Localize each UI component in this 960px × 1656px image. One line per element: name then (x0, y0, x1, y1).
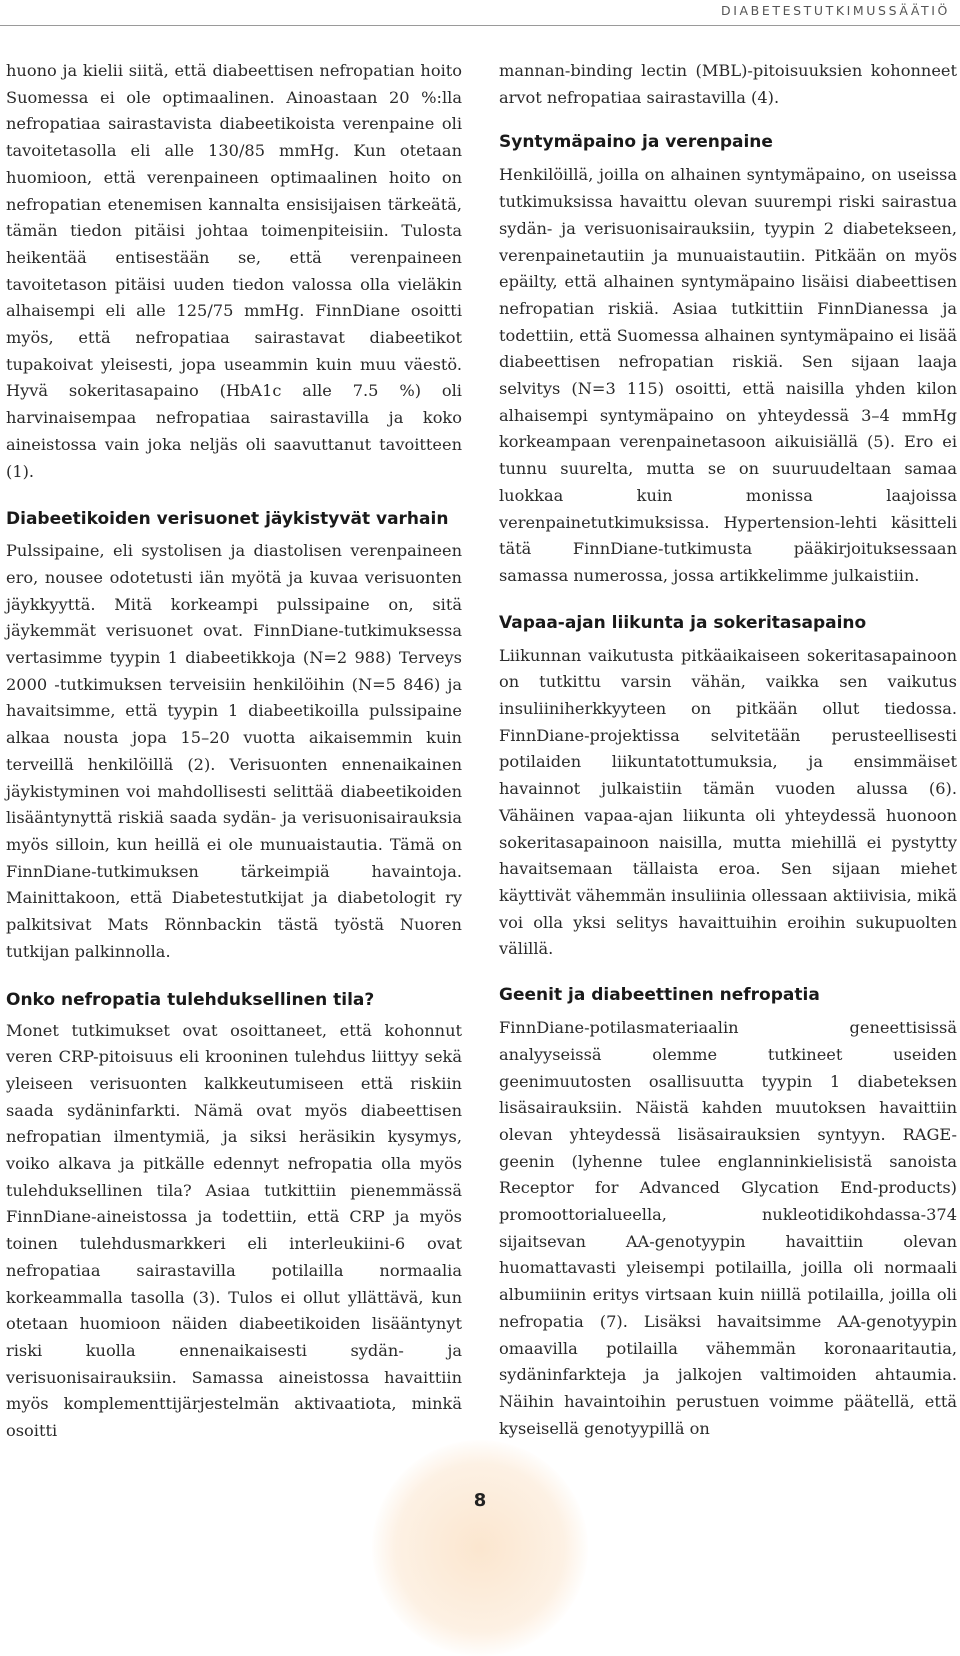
heading-liikunta: Vapaa-ajan liikunta ja sokeritasapaino (499, 612, 867, 633)
heading-tulehdus: Onko nefropatia tulehduksellinen tila? (6, 989, 375, 1010)
paragraph-verisuonet: Pulssipaine, eli systolisen ja diastolisen verenpaineen ero, nousee odotetusti iän myötä ja kuvaa verisuonten jäykkyyttä. Mitä korkeampi pulssipaine on, sitä jäykemmät verisuonet ovat. FinnDiane-tutkimuksessa vertasimme tyypin 1 diabeetikkoja (N=2 988) Terveys 2000 -tutkimuksen terveisiin henkilöihin (N=5 846) ja havaitsimme, että tyypin 1 diabeetikoilla pulssipaine alkaa nousta jopa 15–20 vuotta aikaisemmin kuin terveillä henkilöillä (2). Verisuonten ennenaikainen jäykistyminen voi mahdollisesti selittää diabeetikoiden lisääntynyttä riskiä saada sydän- ja verisuonisairauksia myös silloin, kun heillä ei ole munuaistautia. Tämä on FinnDiane-tutkimuksen tärkeimpiä havaintoja. Mainittakoon, että Diabetestutkijat ja diabetologit ry palkitsivat Mats Rönnbackin tästä työstä Nuoren tutkijan palkinnolla. (6, 541, 462, 961)
paragraph-syntymapaino: Henkilöillä, joilla on alhainen syntymäpaino, on useissa tutkimuksissa havaittu olevan suurempi riski sairastua sydän- ja verisuonisairauksiin, tyypin 2 diabetekseen, verenpainetautiin ja munuaistautiin. Pitkään on myös epäilty, että alhainen syntymäpaino lisäisi diabeettisen nefropatian riskiä. Asiaa tutkittiin FinnDianessa ja todettiin, että Suomessa alhainen syntymäpaino ei lisää diabeettisen nefropatian riskiä. Sen sijaan laaja selvitys (N=3 115) osoitti, että naisilla yhden kilon alhaisempi syntymäpaino on yhteydessä 3–4 mmHg korkeampaan verenpainetasoon aikuisiällä (5). Ero ei tunnu suurelta, mutta se on suuruudeltaan samaa luokkaa kuin monissa laajoissa verenpainetutkimuksissa. Hypertension-lehti käsitteli tätä FinnDiane-tutkimusta pääkirjoituksessaan samassa numerossa, jossa artikkelimme julkaistiin. (499, 165, 957, 585)
header-divider (0, 25, 960, 26)
running-header: DIABETESTUTKIMUSSÄÄTIÖ (721, 3, 950, 18)
paragraph-tulehdus: Monet tutkimukset ovat osoittaneet, että kohonnut veren CRP-pitoisuus eli krooninen tulehdus liittyy sekä yleiseen verisuonten kalkkeutumiseen että riskiin saada sydäninfarkti. Nämä ovat myös diabeettisen nefropatian ilmentymiä, ja siksi heräsikin kysymys, voiko alkava ja pitkälle edennyt nefropatia olla myös tulehduksellinen tila? Asiaa tutkittiin pienemmässä FinnDiane-aineistossa ja todettiin, että CRP ja myös toinen tulehdusmarkkeri eli interleukiini-6 ovat nefropatiaa sairastavilla potilailla normaalia korkeammalla tasolla (3). Tulos ei ollut yllättävä, kun otetaan huomioon näiden diabeetikoiden lisääntynyt riski kuolla ennenaikaisesti sydän- ja verisuonisairauksiin. Samassa aineistossa havaittiin myös komplementtijärjestelmän aktivaatiota, minkä osoitti (6, 1020, 462, 1441)
heading-verisuonet: Diabeetikoiden verisuonet jäykistyvät varhain (6, 509, 449, 530)
paragraph-liikunta: Liikunnan vaikutusta pitkäaikaiseen sokeritasapainoon on tutkittu varsin vähän, vaikka sen vaikutus insuliiniherkkyyteen on pitkään ollut tiedossa. FinnDiane-projektissa selvitetään perusteellisesti potilaiden liikuntatottumuksia, ja ensimmäiset havainnot julkaistiin tämän vuoden alussa (6). Vähäinen vapaa-ajan liikunta oli yhteydessä huonoon sokeritasapainoon naisilla, mutta miehillä ei pystytty havaitsemaan tällaista eroa. Sen sijaan miehet käyttivät vähemmän insuliinia ollessaan aktiivisia, mikä voi olla yksi selitys havaittuihin eroihin sukupuolten välillä. (499, 645, 957, 959)
page-number: 8 (473, 1490, 487, 1511)
heading-geenit: Geenit ja diabeettinen nefropatia (499, 985, 820, 1006)
right-intro-paragraph: mannan-binding lectin (MBL)-pitoisuuksien kohonneet arvot nefropatiaa sairastavilla (4). (499, 61, 957, 107)
heading-syntymapaino: Syntymäpaino ja verenpaine (499, 132, 773, 153)
left-intro-paragraph: huono ja kielii siitä, että diabeettisen nefropatian hoito Suomessa ei ole optimaalinen. Ainoastaan 20 %:lla nefropatiaa sairastavista diabeetikoista verenpaine oli tavoitetasolla eli alle 130/85 mmHg. Kun otetaan huomioon, että verenpaineen optimaalinen hoito on nefropatian etenemisen kannalta ensisijaisen tärkeätä, tämän tiedon pitäisi johtaa toimenpiteisiin. Tulosta heikentää entisestään se, että verenpaineen tavoitetason pitäisi uuden tiedon valossa olla vieläkin alhaisempi eli alle 125/75 mmHg. FinnDiane osoitti myös, että nefropatiaa sairastavat diabeetikot tupakoivat yleisesti, jopa useammin kuin muu väestö. Hyvä sokeritasapaino (HbA1c alle 7.5 %) oli harvinaisempaa nefropatiaa sairastavilla ja koko aineistossa vain joka neljäs oli saavuttanut tavoitteen (1). (6, 61, 462, 481)
left-column (6, 58, 462, 1445)
page-number-circle (372, 1440, 588, 1656)
paragraph-geenit: FinnDiane-potilasmateriaalin geneettisissä analyyseissä olemme tutkineet useiden geenimuutosten osallisuutta tyypin 1 diabeteksen lisäsairauksiin. Näistä kahden muutoksen havaittiin olevan yhteydessä lisäsairauksien syntyyn. RAGE-geenin (lyhenne tulee englanninkielisistä sanoista Receptor for Advanced Glycation End-products) promoottorialueella, nukleotidikohdassa-374 sijaitsevan AA-genotyypin havaittiin olevan huomattavasti yleisempi potilailla, joilla oli normaali albumiinin eritys virtsaan kuin niillä potilailla, joilla oli nefropatia (7). Lisäksi havaitsimme AA-genotyypin omaavilla potilailla vähemmän koronaaritautia, sydäninfarkteja ja jalkojen valtimoiden ahtaumia. Näihin havaintoihin perustuen voimme päätellä, että kyseisellä genotyypillä on (499, 1018, 957, 1438)
right-column (499, 58, 957, 1442)
